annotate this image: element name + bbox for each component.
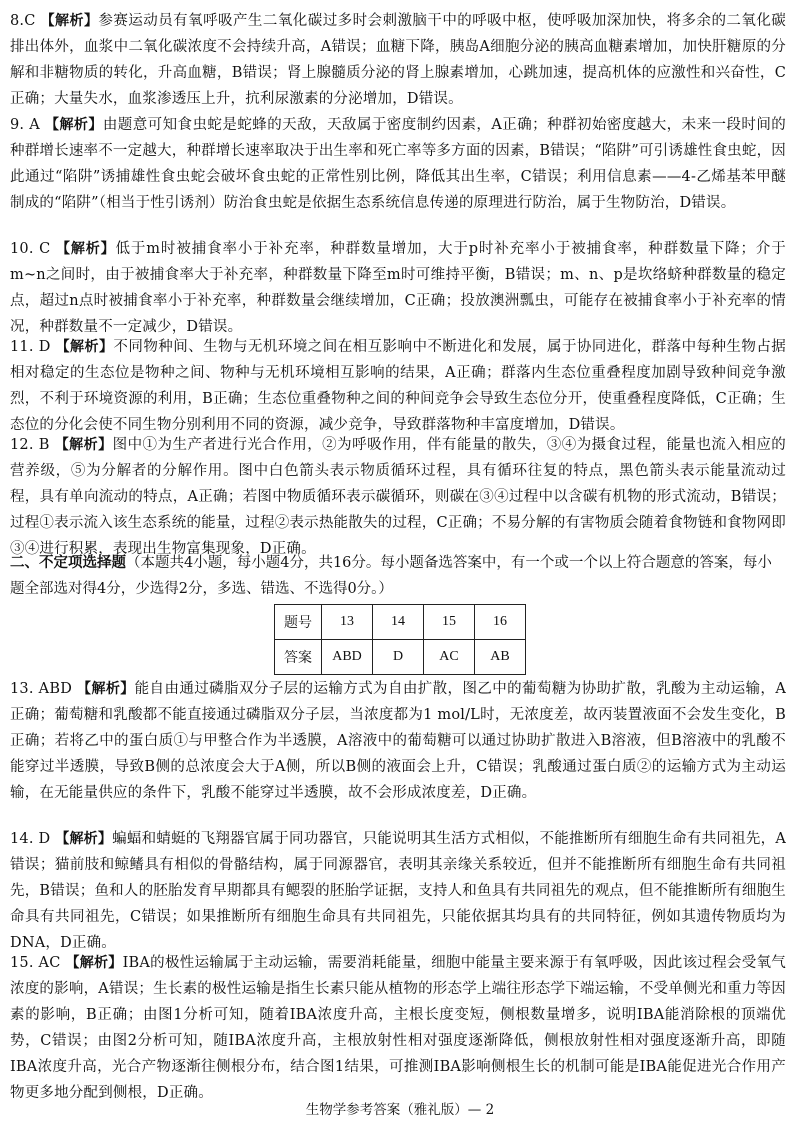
analysis-tag: 【解析】 [40, 13, 99, 29]
table-cell: 16 [475, 605, 526, 640]
item-text: 由题意可知食虫蛇是蛇蜂的天敌，天敌属于密度制约因素，A正确；种群初始密度越大，未来一段时间的种群增长速率不一定越大，种群增长速率取决于出生率和死亡率等多方面的因素，B错误；“陷阱”可引诱雄性食虫蛇，因此通过“陷阱”诱捕雄性食虫蛇会破坏食虫蛇的正常性别比例，降低其出生率，C错误；利用信息素——4-乙烯基苯甲醚制成的“陷阱”（相当于性引诱剂）防治食虫蛇是依据生态系统信息传递的原理进行防治，属于生物防治，D错误。 [10, 117, 786, 211]
answer-item-12 [10, 432, 786, 562]
item-number: 13. ABD [10, 681, 73, 697]
section-title: 二、不定项选择题 [10, 555, 126, 571]
table-row [275, 640, 526, 675]
item-text: 参赛运动员有氧呼吸产生二氧化碳过多时会刺激脑干中的呼吸中枢，使呼吸加深加快，将多余的二氧化碳排出体外，血浆中二氧化碳浓度不会持续升高，A错误；血糖下降，胰岛A细胞分泌的胰高血糖素增加，加快肝糖原的分解和非糖物质的转化，升高血糖，B错误；肾上腺髓质分泌的肾上腺素增加，心跳加速，提高机体的应激性和兴奋性，C正确；大量失水，血浆渗透压上升，抗利尿激素的分泌增加，D错误。 [10, 13, 786, 107]
item-number: 12. B [10, 437, 50, 453]
analysis-tag: 【解析】 [45, 117, 103, 133]
item-number: 11. D [10, 339, 51, 355]
analysis-tag: 【解析】 [54, 437, 113, 453]
table-cell: D [373, 640, 424, 675]
answer-item-14 [10, 826, 786, 956]
row-label: 题号 [275, 605, 322, 640]
table-cell: AB [475, 640, 526, 675]
item-text: 不同物种间、生物与无机环境之间在相互影响中不断进化和发展，属于协同进化，群落中每种生物占据相对稳定的生态位是物种之间、物种与无机环境相互影响的结果，A正确；群落内生态位重叠程度加剧导致种间竞争激烈，不利于环境资源的利用，B正确；生态位重叠物种之间的种间竞争会导致生态位分开，使重叠程度降低，C正确；生态位的分化会使不同生物分别利用不同的资源，减少竞争，导致群落物种丰富度增加，D错误。 [10, 339, 786, 433]
analysis-tag: 【解析】 [55, 339, 114, 355]
item-text: 图中①为生产者进行光合作用，②为呼吸作用，伴有能量的散失，③④为摄食过程，能量也流入相应的营养级，⑤为分解者的分解作用。图中白色箭头表示物质循环过程，具有循环往复的特点，黑色箭头表示能量流动过程，具有单向流动的特点，A正确；若图中物质循环表示碳循环，则碳在③④过程中以含碳有机物的形式流动，B错误；过程①表示流入该生态系统的能量，过程②表示热能散失的过程，C正确；不易分解的有害物质会随着食物链和食物网即③④进行积累，表现出生物富集现象，D正确。 [10, 437, 787, 557]
item-number: 10. C [10, 241, 51, 257]
table-cell: 13 [322, 605, 373, 640]
item-number: 14. D [10, 831, 51, 847]
table-cell: 15 [424, 605, 475, 640]
answer-item-15 [10, 950, 786, 1106]
answer-item-13 [10, 676, 786, 806]
answer-item-11 [10, 334, 786, 438]
page-footer: 生物学参考答案（雅礼版）— 2 [305, 1102, 495, 1118]
analysis-tag: 【解析】 [65, 955, 123, 971]
table-cell: AC [424, 640, 475, 675]
table-row [275, 605, 526, 640]
analysis-tag: 【解析】 [55, 241, 116, 257]
answer-table [274, 604, 526, 675]
row-label: 答案 [275, 640, 322, 675]
item-text: IBA的极性运输属于主动运输，需要消耗能量，细胞中能量主要来源于有氧呼吸，因此该过程会受氧气浓度的影响，A错误；生长素的极性运输是指生长素只能从植物的形态学上端往形态学下端运输，不受单侧光和重力等因素的影响，B正确；由图1分析可知，随着IBA浓度升高，主根长度变短，侧根数量增多，说明IBA能消除根的顶端优势，C错误；由图2分析可知，随IBA浓度升高，主根放射性相对强度逐渐降低，侧根放射性相对强度逐渐升高，即随IBA浓度升高，光合产物逐渐往侧根分布，结合图1结果，可推测IBA影响侧根生长的机制可能是IBA能促进光合作用产物更多地分配到侧根，D正确。 [10, 955, 786, 1101]
table-cell: 14 [373, 605, 424, 640]
analysis-tag: 【解析】 [77, 681, 135, 697]
answer-item-10 [10, 236, 786, 340]
section-instructions: （本题共4小题，每小题4分，共16分。每小题备选答案中，有一个或一个以上符合题意的答案，每小题全部选对得4分，少选得2分，多选、错选、不选得0分。） [10, 555, 772, 597]
answer-item-9 [10, 112, 786, 216]
analysis-tag: 【解析】 [55, 831, 113, 847]
answer-item-8 [10, 8, 786, 112]
item-number: 8.C [10, 13, 36, 29]
item-number: 15. AC [10, 955, 61, 971]
section-2-header [10, 550, 786, 602]
item-text: 能自由通过磷脂双分子层的运输方式为自由扩散，图乙中的葡萄糖为协助扩散，乳酸为主动运输，A正确；葡萄糖和乳酸都不能直接通过磷脂双分子层，当浓度都为1 mol/L时，无浓度差，故丙装置液面不会发生变化，B正确；若将乙中的蛋白质①与甲整合作为半透膜，A溶液中的葡萄糖可以通过协助扩散进入B溶液，但B溶液中的乳酸不能穿过半透膜，导致B侧的总浓度会大于A侧，所以B侧的液面会上升，C错误；乳酸通过蛋白质②的运输方式为主动运输，在无能量供应的条件下，乳酸不能穿过半透膜，故不会形成浓度差，D正确。 [10, 681, 786, 801]
item-text: 蝙蝠和蜻蜓的飞翔器官属于同功器官，只能说明其生活方式相似，不能推断所有细胞生命有共同祖先，A错误；猫前肢和鲸鳍具有相似的骨骼结构，属于同源器官，表明其亲缘关系较近，但并不能推断所有细胞生命有共同祖先，B错误；鱼和人的胚胎发育早期都具有鳃裂的胚胎学证据，支持人和鱼具有共同祖先的观点，但不能推断所有细胞生命具有共同祖先，C错误；如果推断所有细胞生命具有共同祖先，只能依据其均具有的共同特征，例如其遗传物质均为DNA，D正确。 [10, 831, 787, 951]
item-text: 低于m时被捕食率小于补充率，种群数量增加，大于p时补充率小于被捕食率，种群数量下降；介于m~n之间时，由于被捕食率大于补充率，种群数量下降至m时可维持平衡，B错误；m、n、p是坎络蛴种群数量的稳定点，超过n点时被捕食率小于补充率，种群数量会继续增加，C正确；投放澳洲瓢虫，可能存在被捕食率小于补充率的情况，种群数量不一定减少，D错误。 [10, 241, 786, 335]
item-number: 9. A [10, 117, 40, 133]
table-cell: ABD [322, 640, 373, 675]
